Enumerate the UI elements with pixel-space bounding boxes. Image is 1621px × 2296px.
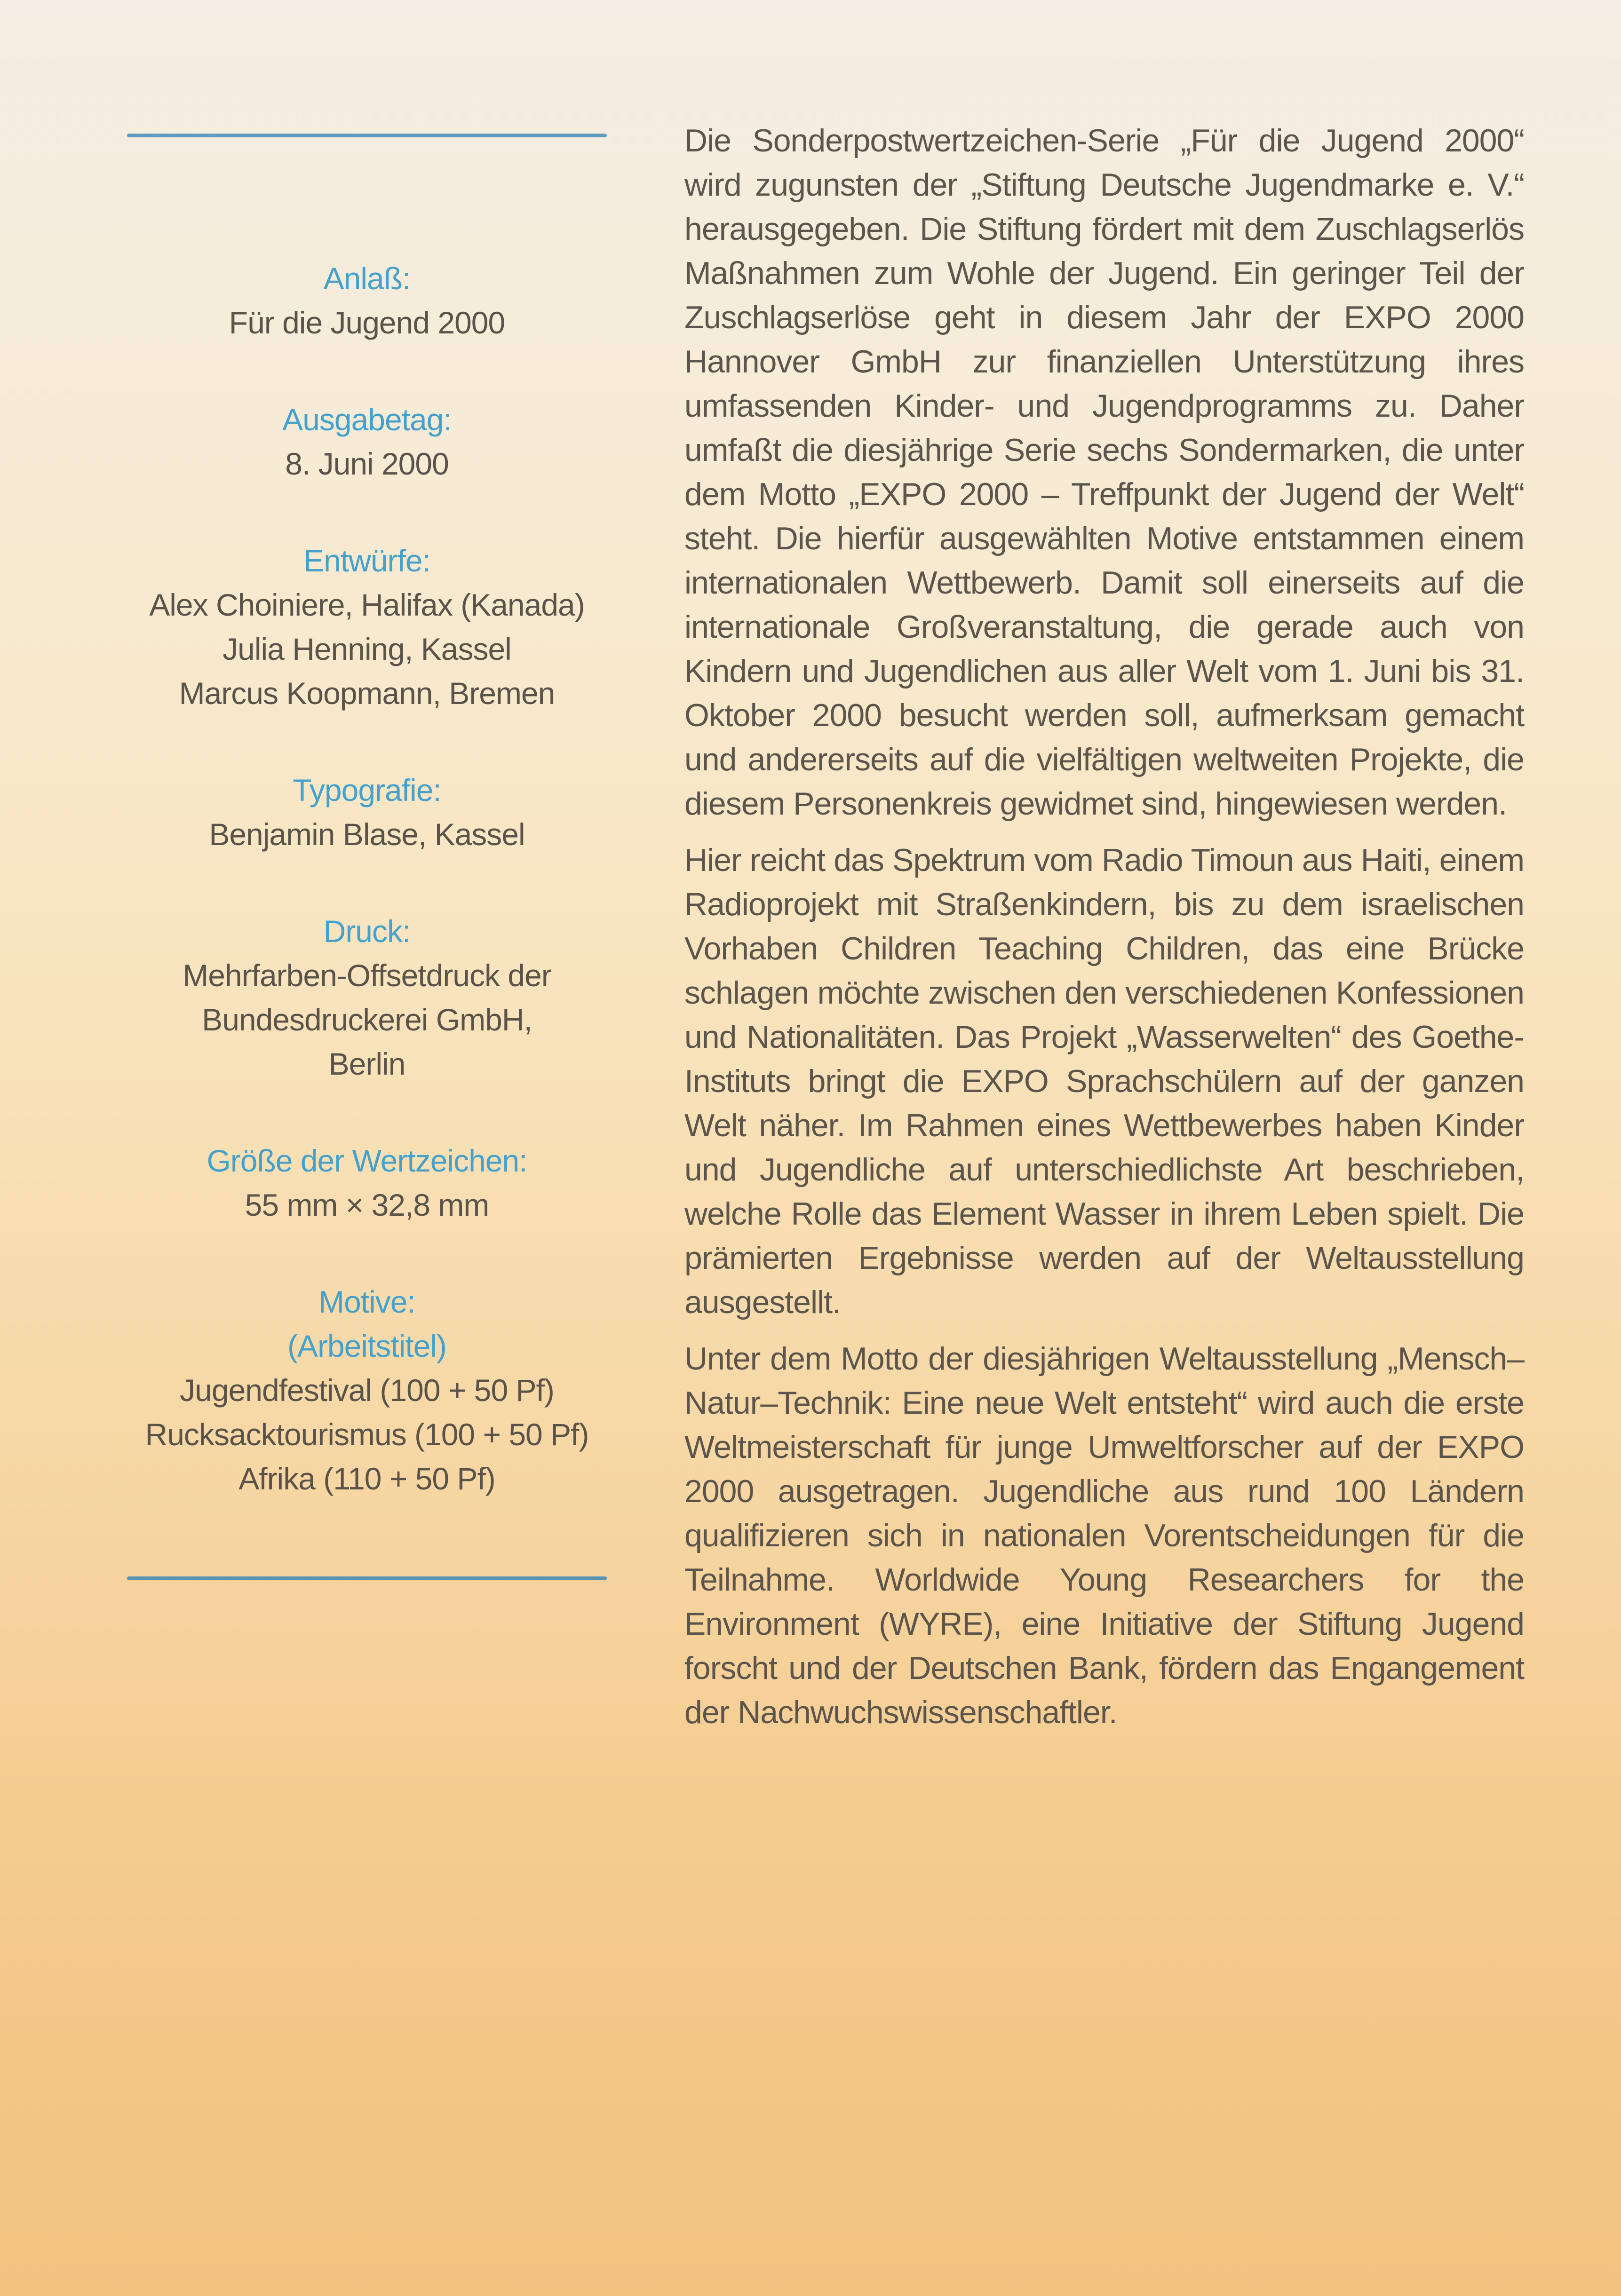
group-value: Alex Choiniere, Halifax (Kanada) — [149, 587, 585, 622]
group-label: Anlaß: — [323, 261, 411, 296]
group-value: Mehrfarben-Offsetdruck der — [183, 958, 551, 993]
top-divider-rule — [127, 134, 607, 137]
group-label: Größe der Wertzeichen: — [207, 1143, 527, 1178]
info-group-entwuerfe — [94, 538, 640, 715]
group-value: Rucksacktourismus (100 + 50 Pf) — [145, 1417, 589, 1452]
paragraph-issue-overview: Die Sonderpostwertzeichen-Serie „Für die Jugend 2000“ wird zugunsten der „Stiftung Deutsche Jugendmarke e. V.“ herausgegeben. Die Stiftung fördert mit dem Zuschlagserlös Maßnahmen zum Wohle der Jugend. Ein geringer Teil der Zuschlagserlöse geht in diesem Jahr der EXPO 2000 Hannover GmbH zur finanziellen Unterstützung ihres umfassenden Kinder- und Jugendprogramms zu. Daher umfaßt die diesjährige Serie sechs Sondermarken, die unter dem Motto „EXPO 2000 – Treffpunkt der Jugend der Welt“ steht. Die hierfür ausgewählten Motive entstammen einem internationalen Wettbewerb. Damit soll einerseits auf die internationale Großveranstaltung, die gerade auch von Kindern und Jugendlichen aus aller Welt vom 1. Juni bis 31. Oktober 2000 besucht werden soll, aufmerksam gemacht und andererseits auf die vielfältigen weltweiten Projekte, die diesem Personenkreis gewidmet sind, hingewiesen werden. — [684, 123, 1524, 822]
group-label: Druck: — [323, 914, 411, 949]
group-value: Benjamin Blase, Kassel — [209, 817, 525, 852]
group-value: Jugendfestival (100 + 50 Pf) — [180, 1373, 554, 1408]
info-group-druck — [94, 909, 640, 1086]
group-value: Julia Henning, Kassel — [222, 632, 511, 666]
paragraph-wyre: Unter dem Motto der diesjährigen Weltausstellung „Mensch–Natur–Technik: Eine neue Welt entsteht“ wird auch die erste Weltmeisterschaft für junge Umweltforscher auf der EXPO 2000 ausgetragen. Jugendliche aus rund 100 Ländern qualifizieren sich in nationalen Vorentscheidungen für die Teilnahme. Worldwide Young Researchers for the Environment (WYRE), eine Initiative der Stiftung Jugend forscht und der Deutschen Bank, fördern das Engangement der Nachwuchswissenschaftler. — [684, 1341, 1524, 1730]
bottom-divider-rule — [127, 1576, 607, 1580]
info-group-typografie — [94, 768, 640, 856]
info-group-ausgabetag — [94, 397, 640, 486]
group-value: Für die Jugend 2000 — [229, 305, 505, 340]
info-group-groesse — [94, 1139, 640, 1227]
info-group-motive — [94, 1280, 640, 1501]
group-value: Marcus Koopmann, Bremen — [179, 676, 555, 711]
info-group-anlass — [94, 256, 640, 345]
group-label: Entwürfe: — [303, 543, 430, 578]
group-sublabel: (Arbeitstitel) — [287, 1329, 447, 1363]
group-label: Typografie: — [293, 773, 441, 808]
group-label: Ausgabetag: — [282, 402, 452, 437]
group-label: Motive: — [318, 1284, 415, 1319]
group-value: Berlin — [328, 1046, 405, 1081]
group-value: Afrika (110 + 50 Pf) — [238, 1461, 495, 1496]
group-value: 8. Juni 2000 — [285, 446, 449, 481]
group-value: 55 mm × 32,8 mm — [245, 1188, 489, 1222]
group-value: Bundesdruckerei GmbH, — [202, 1002, 532, 1037]
paragraph-projects: Hier reicht das Spektrum vom Radio Timoun aus Haiti, einem Radioprojekt mit Straßenkindern, bis zu dem israelischen Vorhaben Children Teaching Children, das eine Brücke schlagen möchte zwischen den verschiedenen Konfessionen und Nationalitäten. Das Projekt „Wasserwelten“ des Goethe-Instituts bringt die EXPO Sprachschülern auf der ganzen Welt näher. Im Rahmen eines Wettbewerbes haben Kinder und Jugendliche auf unterschiedlichste Art beschrieben, welche Rolle das Element Wasser in ihrem Leben spielt. Die prämierten Ergebnisse werden auf der Weltausstellung ausgestellt. — [684, 842, 1524, 1320]
description-text-column — [684, 119, 1524, 1747]
issue-facts-column — [94, 256, 640, 1553]
